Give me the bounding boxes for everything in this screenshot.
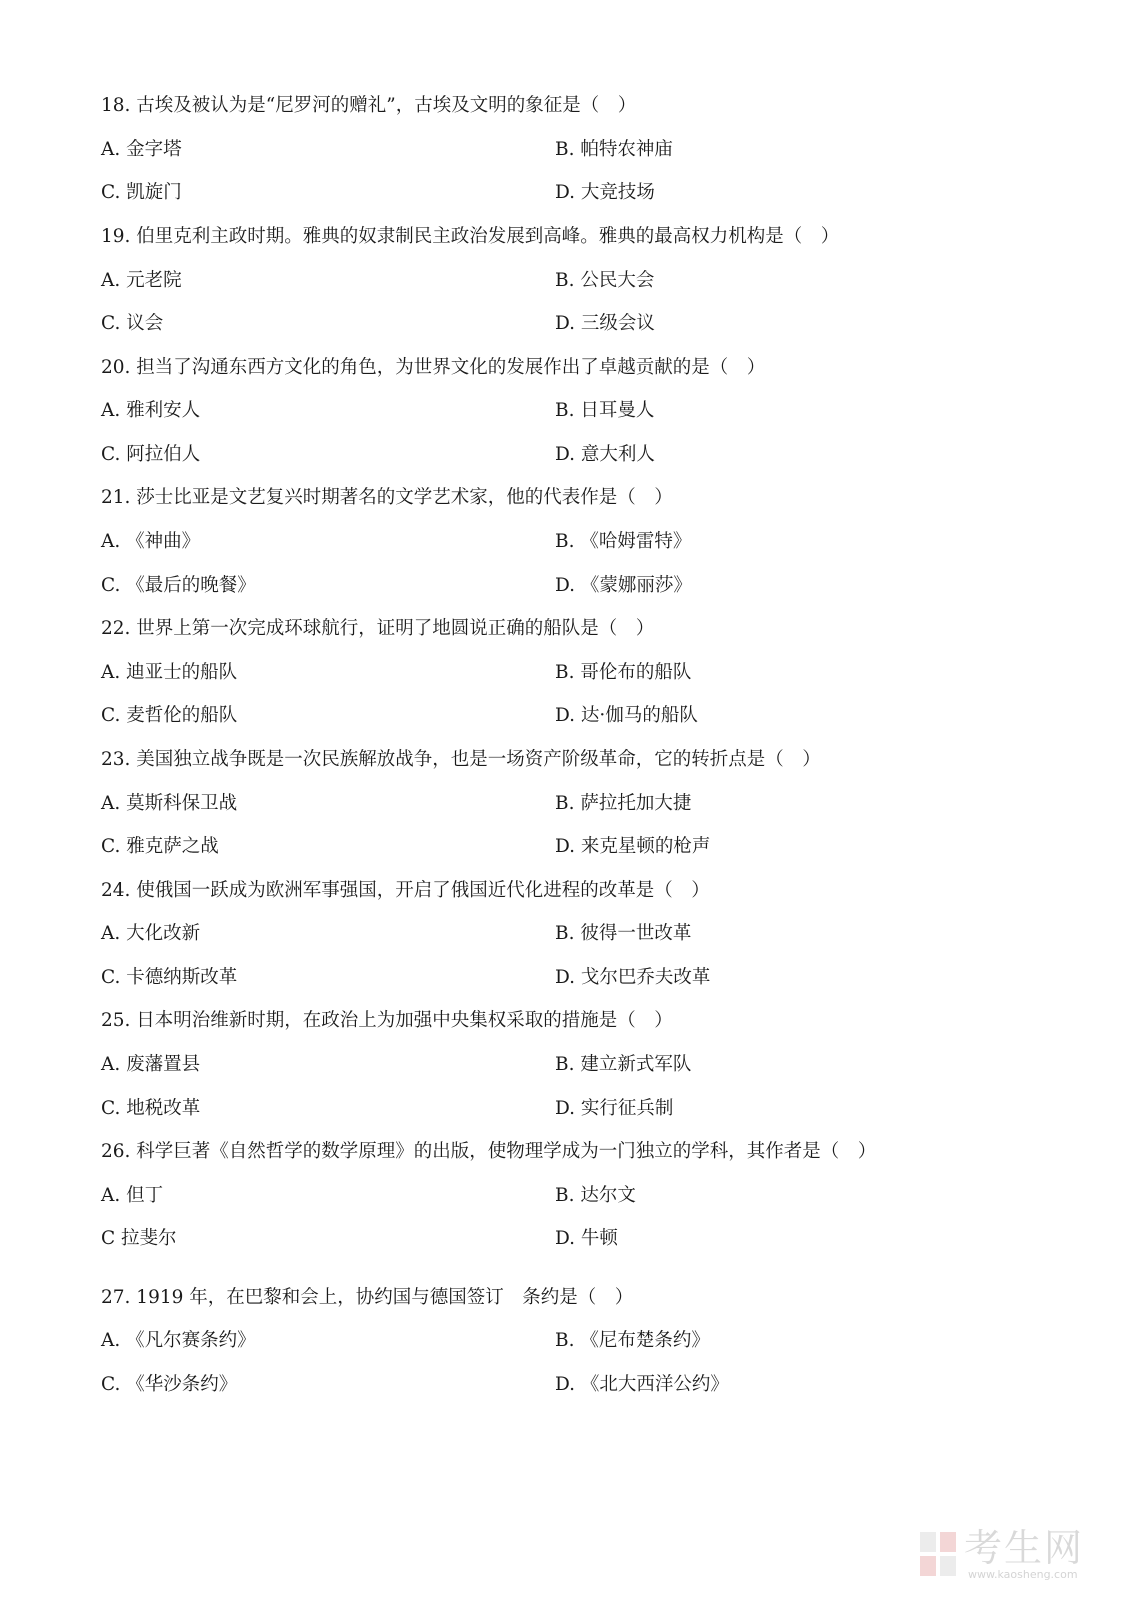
option-b: B. 帕特农神庙 <box>555 139 673 160</box>
option-b: B. 哥伦布的船队 <box>555 662 692 683</box>
option-b: B. 日耳曼人 <box>555 400 655 421</box>
option-d: D. 牛顿 <box>555 1228 618 1249</box>
watermark-url: www.kaosheng.com <box>968 1568 1078 1581</box>
option-a: A. 《神曲》 <box>101 531 201 552</box>
option-row <box>0 1224 1131 1254</box>
option-c: C. 卡德纳斯改革 <box>101 967 238 988</box>
option-c: C. 《华沙条约》 <box>101 1374 238 1395</box>
question-stem: 24. 使俄国一跃成为欧洲军事强国，开启了俄国近代化进程的改革是（ ） <box>101 880 710 901</box>
option-d: D. 三级会议 <box>555 313 655 334</box>
option-c: C. 阿拉伯人 <box>101 444 201 465</box>
watermark-text: 考生网 <box>964 1526 1085 1570</box>
question-stem: 21. 莎士比亚是文艺复兴时期著名的文学艺术家，他的代表作是（ ） <box>101 487 673 508</box>
option-d: D. 《北大西洋公约》 <box>555 1374 729 1395</box>
option-row <box>0 527 1131 557</box>
watermark <box>918 1524 1118 1594</box>
option-row <box>0 266 1131 296</box>
question-stem: 27. 1919 年，在巴黎和会上，协约国与德国签订 条约是（ ） <box>101 1287 634 1308</box>
option-d: D. 戈尔巴乔夫改革 <box>555 967 711 988</box>
option-a: A. 莫斯科保卫战 <box>101 793 238 814</box>
option-c: C. 雅克萨之战 <box>101 836 219 857</box>
option-c: C. 议会 <box>101 313 164 334</box>
question-stem: 18. 古埃及被认为是“尼罗河的赠礼”，古埃及文明的象征是（ ） <box>101 95 637 116</box>
option-b: B. 建立新式军队 <box>555 1054 692 1075</box>
option-c: C 拉斐尔 <box>101 1228 177 1249</box>
option-row <box>0 1050 1131 1080</box>
option-a: A. 雅利安人 <box>101 400 201 421</box>
question-stem: 26. 科学巨著《自然哲学的数学原理》的出版，使物理学成为一门独立的学科，其作者是（ ） <box>101 1141 877 1162</box>
option-c: C. 地税改革 <box>101 1098 201 1119</box>
option-c: C. 麦哲伦的船队 <box>101 705 238 726</box>
option-b: B. 达尔文 <box>555 1185 636 1206</box>
question-stem: 20. 担当了沟通东西方文化的角色，为世界文化的发展作出了卓越贡献的是（ ） <box>101 357 766 378</box>
option-b: B. 萨拉托加大捷 <box>555 793 692 814</box>
option-d: D. 《蒙娜丽莎》 <box>555 575 692 596</box>
option-a: A. 《凡尔赛条约》 <box>101 1330 256 1351</box>
option-row <box>0 1181 1131 1211</box>
option-b: B. 公民大会 <box>555 270 655 291</box>
option-a: A. 但丁 <box>101 1185 164 1206</box>
option-row <box>0 832 1131 862</box>
kaosheng-logo-icon <box>918 1530 958 1580</box>
option-row <box>0 1326 1131 1356</box>
option-b: B. 《尼布楚条约》 <box>555 1330 710 1351</box>
option-d: D. 来克星顿的枪声 <box>555 836 711 857</box>
option-row <box>0 396 1131 426</box>
option-d: D. 达·伽马的船队 <box>555 705 698 726</box>
option-b: B. 彼得一世改革 <box>555 923 692 944</box>
question-stem: 25. 日本明治维新时期，在政治上为加强中央集权采取的措施是（ ） <box>101 1010 673 1031</box>
option-row <box>0 309 1131 339</box>
option-row <box>0 963 1131 993</box>
option-row <box>0 919 1131 949</box>
option-d: D. 大竞技场 <box>555 182 655 203</box>
question-stem: 19. 伯里克利主政时期。雅典的奴隶制民主政治发展到高峰。雅典的最高权力机构是（ ） <box>101 226 840 247</box>
option-row <box>0 1370 1131 1400</box>
option-a: A. 大化改新 <box>101 923 201 944</box>
option-b: B. 《哈姆雷特》 <box>555 531 692 552</box>
option-d: D. 实行征兵制 <box>555 1098 674 1119</box>
option-a: A. 元老院 <box>101 270 182 291</box>
option-row <box>0 1094 1131 1124</box>
option-c: C. 凯旋门 <box>101 182 182 203</box>
option-row <box>0 701 1131 731</box>
option-a: A. 废藩置县 <box>101 1054 201 1075</box>
option-row <box>0 658 1131 688</box>
option-d: D. 意大利人 <box>555 444 655 465</box>
option-c: C. 《最后的晚餐》 <box>101 575 256 596</box>
option-row <box>0 178 1131 208</box>
option-row <box>0 571 1131 601</box>
question-stem: 23. 美国独立战争既是一次民族解放战争，也是一场资产阶级革命，它的转折点是（ ） <box>101 749 821 770</box>
option-row <box>0 440 1131 470</box>
option-row <box>0 135 1131 165</box>
option-a: A. 金字塔 <box>101 139 182 160</box>
option-row <box>0 789 1131 819</box>
question-stem: 22. 世界上第一次完成环球航行，证明了地圆说正确的船队是（ ） <box>101 618 655 639</box>
option-a: A. 迪亚士的船队 <box>101 662 238 683</box>
